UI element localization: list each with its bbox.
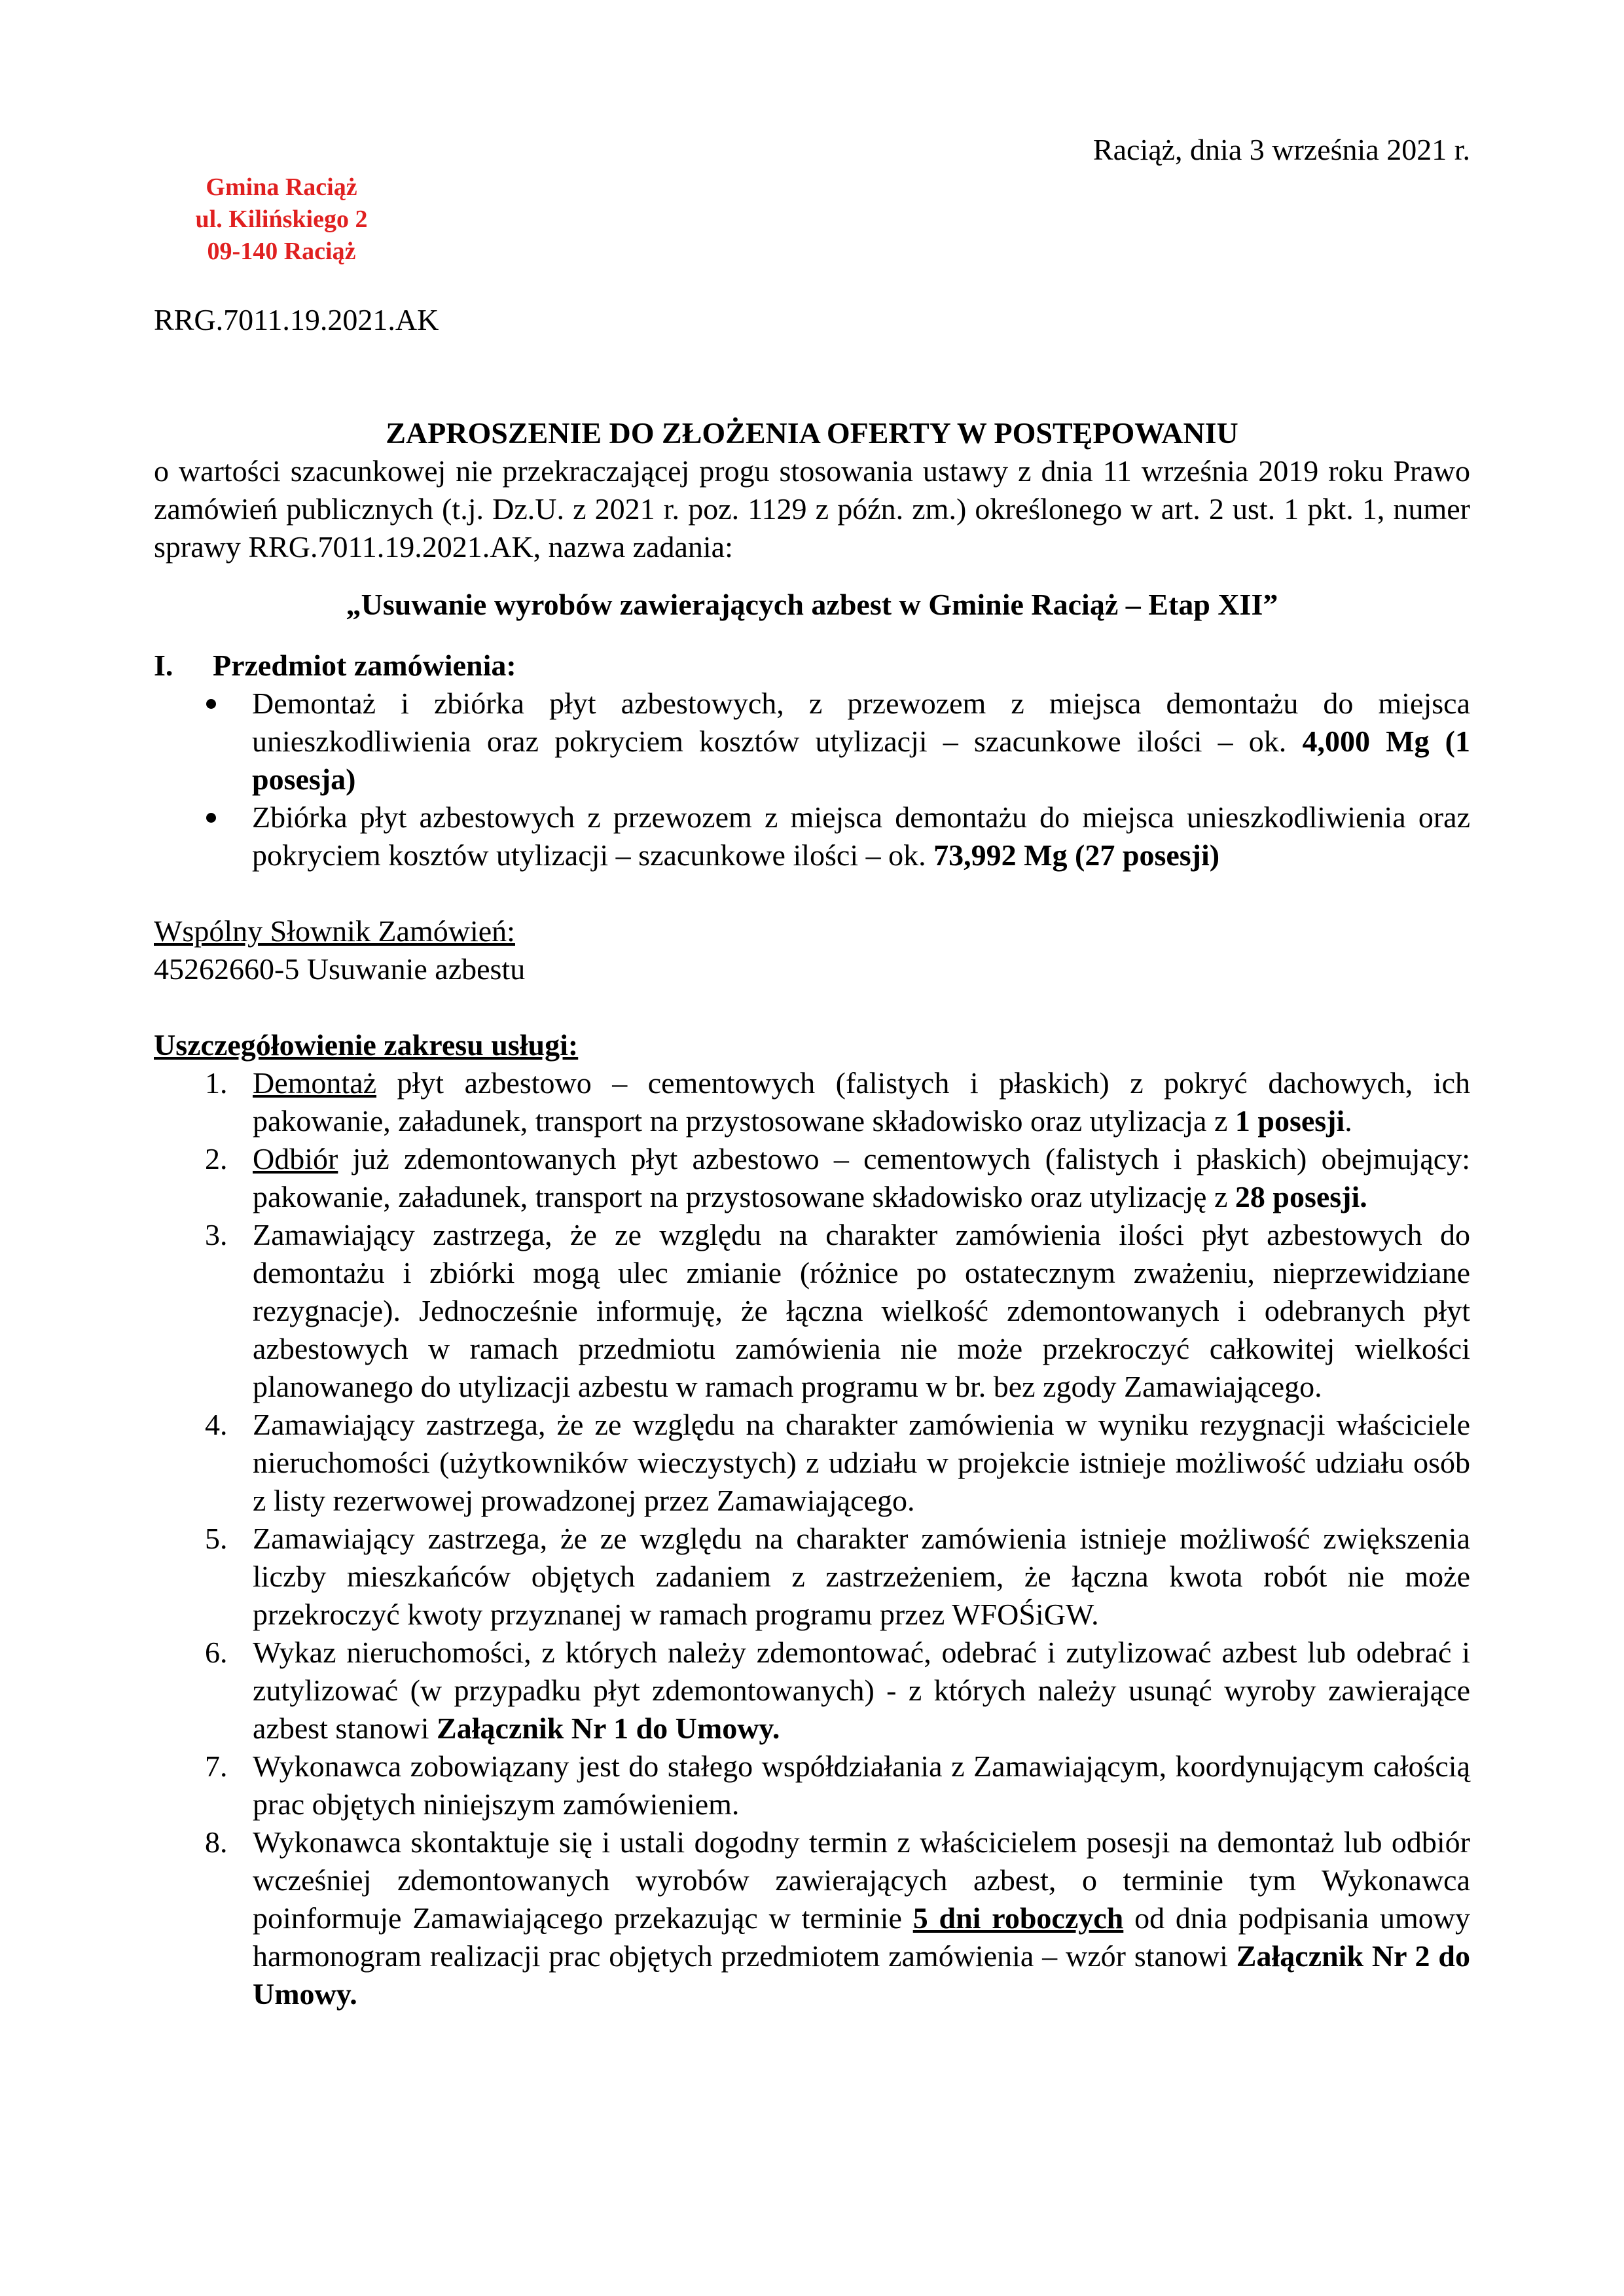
document-date: Raciąż, dnia 3 września 2021 r. [1092,133,1470,166]
document-title: ZAPROSZENIE DO ZŁOŻENIA OFERTY W POSTĘPOWANIU [386,416,1238,450]
section-heading [154,647,1470,685]
list-item: 4. Zamawiający zastrzega, że ze względu na charakter zamówienia w wyniku rezygnacji właściciele nieruchomości (użytkowników wieczystych) z udziału w projekcie istnieje możliwość udziału osób z listy rezerwowej prowadzonej przez Zamawiającego. [205,1408,1470,1517]
list-item: 3. Zamawiający zastrzega, że ze względu na charakter zamówienia ilości płyt azbestowych do demontażu i zbiórki mogą ulec zmianie (różnice po ostatecznym zważeniu, nieprzewidziane rezygnacje). Jednocześnie informuję, że łączna wielkość zdemontowanych i odebranych płyt azbestowych w ramach przedmiotu zamówienia nie może przekroczyć całkowitej wielkości planowanego do utylizacji azbestu w ramach programu w br. bez zgody Zamawiającego. [205,1218,1470,1403]
bullet-icon [206,813,216,823]
sender-address [164,171,399,268]
list-item: 6. Wykaz nieruchomości, z których należy zdemontować, odebrać i zutylizować azbest lub odebrać i zutylizować (w przypadku płyt zdemontowanych) - z których należy usunąć wyroby zawierające azbest stanowi Załącznik Nr 1 do Umowy. [205,1636,1470,1745]
intro-paragraph: o wartości szacunkowej nie przekraczającej progu stosowania ustawy z dnia 11 września 2019 roku Prawo zamówień publicznych (t.j. Dz.U. z 2021 r. poz. 1129 z późn. zm.) określonego w art. 2 ust. 1 pkt. 1, numer sprawy RRG.7011.19.2021.AK, nazwa zadania: [154,454,1470,564]
sender-street: ul. Kilińskiego 2 [195,206,368,233]
section-number: I. [154,649,173,682]
document-body [154,414,1470,2013]
reference-number: RRG.7011.19.2021.AK [154,303,439,336]
sender-postcode: 09-140 Raciąż [207,238,356,265]
specification-heading: Uszczegółowienie zakresu usługi: [154,1028,579,1062]
list-item: 7. Wykonawca zobowiązany jest do stałego współdziałania z Zamawiającym, koordynującym całością prac objętych niniejszym zamówieniem. [205,1749,1470,1821]
sender-name: Gmina Raciąż [206,173,357,201]
list-item: 2. Odbiór już zdemontowanych płyt azbestowo – cementowych (falistych i płaskich) obejmujący: pakowanie, załadunek, transport na przystosowane składowisko oraz utylizację z 28 posesji. [205,1142,1470,1213]
section-title: Przedmiot zamówienia: [213,649,516,682]
specification-list [154,1064,1470,2013]
bullet-item: Zbiórka płyt azbestowych z przewozem z miejsca demontażu do miejsca unieszkodliwienia oraz pokryciem kosztów utylizacji – szacunkowe ilości – ok. 73,992 Mg (27 posesji) [154,798,1470,874]
bullet-item: Demontaż i zbiórka płyt azbestowych, z przewozem z miejsca demontażu do miejsca unieszkodliwienia oraz pokryciem kosztów utylizacji – szacunkowe ilości – ok. 4,000 Mg (1 posesja) [154,685,1470,798]
bullet-icon [206,699,216,709]
dictionary-code: 45262660-5 Usuwanie azbestu [154,952,526,986]
list-item: 1. Demontaż płyt azbestowo – cementowych (falistych i płaskich) z pokryć dachowych, ich pakowanie, załadunek, transport na przystosowane składowisko oraz utylizacja z 1 posesji. [205,1066,1470,1138]
list-item: 5. Zamawiający zastrzega, że ze względu na charakter zamówienia istnieje możliwość zwiększenia liczby mieszkańców objętych zadaniem z zastrzeżeniem, że łączna kwota robót nie może przekroczyć kwoty przyznanej w ramach programu przez WFOŚiGW. [205,1522,1470,1631]
task-name: „Usuwanie wyrobów zawierających azbest w Gminie Raciąż – Etap XII” [346,588,1278,621]
dictionary-heading: Wspólny Słownik Zamówień: [154,914,515,948]
bullet-list [154,685,1470,874]
list-item: 8. Wykonawca skontaktuje się i ustali dogodny termin z właścicielem posesji na demontaż lub odbiór wcześniej zdemontowanych wyrobów zawierających azbest, o terminie tym Wykonawca poinformuje Zamawiającego przekazując w terminie 5 dni roboczych od dnia podpisania umowy harmonogram realizacji prac objętych przedmiotem zamówienia – wzór stanowi Załącznik Nr 2 do Umowy. [205,1825,1471,2011]
